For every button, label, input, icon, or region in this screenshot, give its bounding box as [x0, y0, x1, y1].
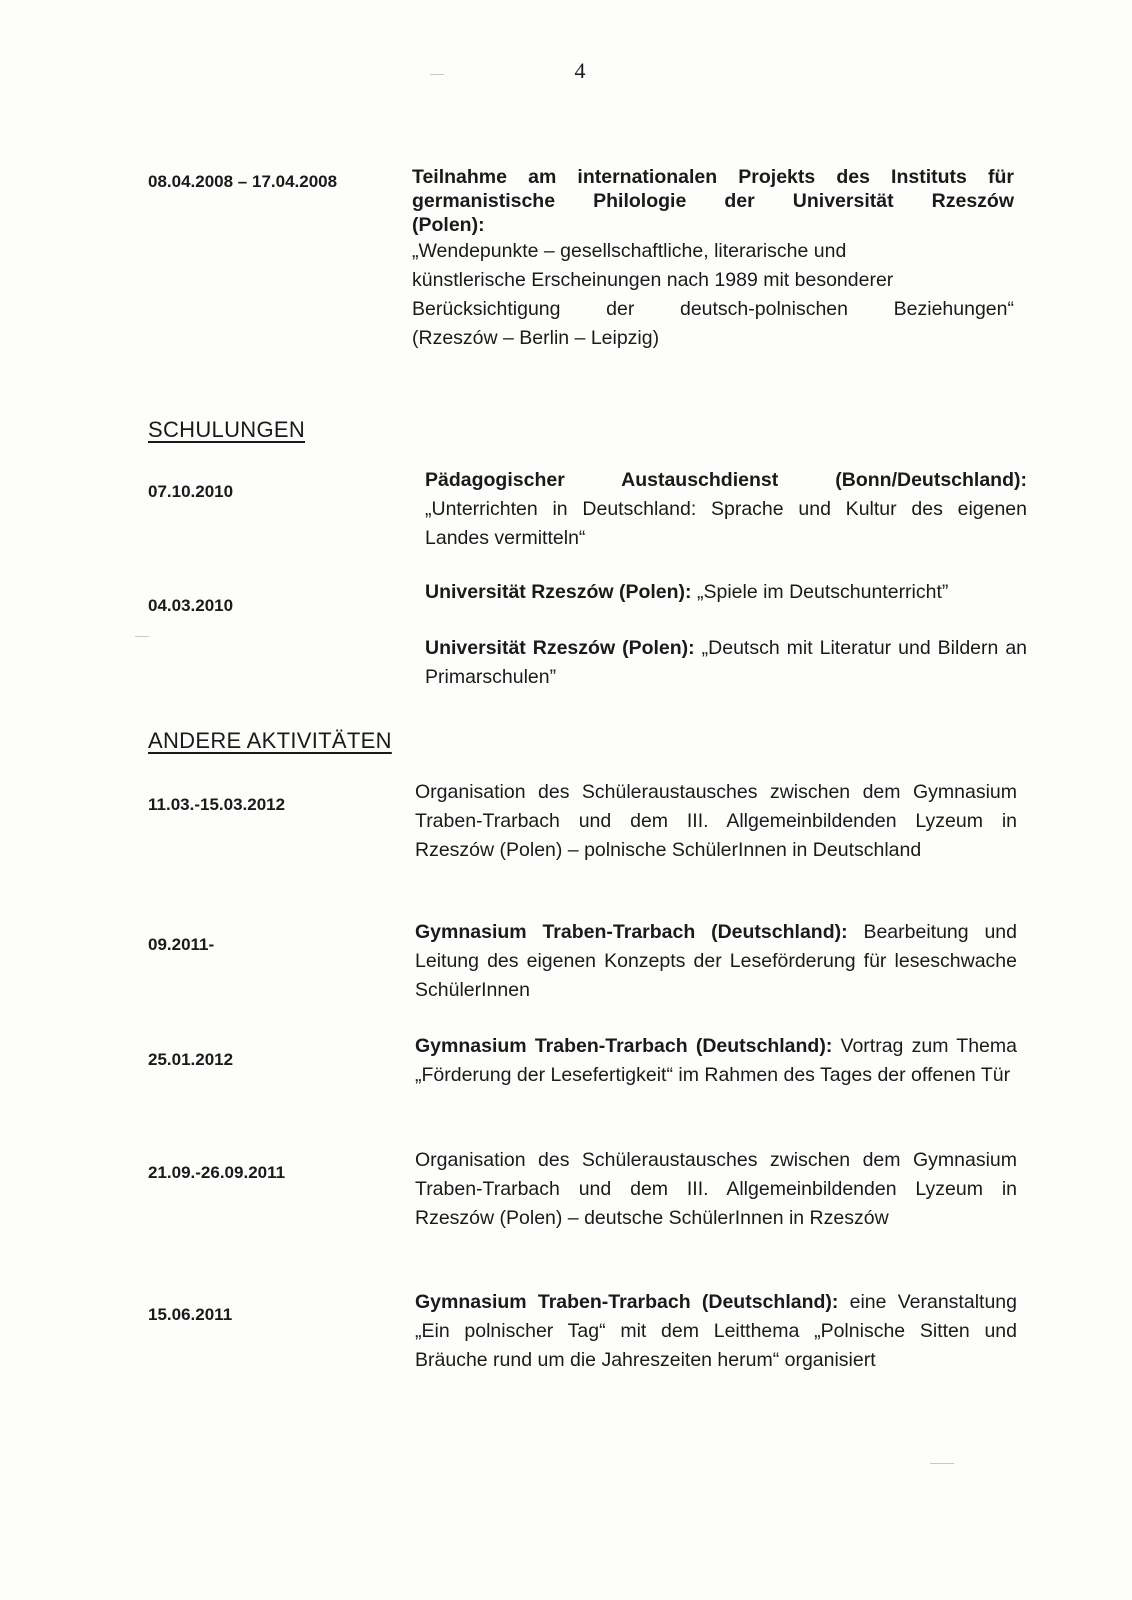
- project-desc-line-2: künstlerische Erscheinungen nach 1989 mit besonderer: [412, 269, 894, 291]
- schulung-org: Pädagogischer Austauschdienst (Bonn/Deutschland):: [425, 469, 1027, 491]
- section-heading-schulungen: SCHULUNGEN: [148, 417, 306, 442]
- activity-entry: [415, 1146, 1017, 1233]
- activity-text: Organisation des Schüleraustausches zwischen dem Gymnasium Traben-Trarbach und dem III. Allgemeinbildenden Lyzeum in Rzeszów (Polen) – polnische SchülerInnen in Deutschland: [415, 781, 1017, 861]
- schulung-text: „Spiele im Deutschunterricht”: [696, 581, 949, 603]
- activity-text: Bearbeitung und Leitung des eigenen Konzepts der Leseförderung für leseschwache SchülerInnen: [415, 921, 1017, 1001]
- scan-speck: [135, 636, 149, 637]
- activity-date: 09.2011-: [148, 935, 215, 954]
- project-desc-line-3: Berücksichtigung der deutsch-polnischen Beziehungen“: [412, 298, 1014, 320]
- activity-date: 25.01.2012: [148, 1050, 234, 1069]
- activity-org: Gymnasium Traben-Trarbach (Deutschland):: [415, 1291, 839, 1313]
- scan-speck: [930, 1463, 954, 1464]
- project-title-line-2: germanistische Philologie der Universität Rzeszów: [412, 190, 1014, 212]
- schulung-entry: [425, 466, 1027, 553]
- schulung-org: Universität Rzeszów (Polen):: [425, 581, 692, 603]
- project-title-line-3: (Polen):: [412, 214, 485, 236]
- activity-date: 15.06.2011: [148, 1305, 233, 1324]
- project-desc-line-4: (Rzeszów – Berlin – Leipzig): [412, 327, 660, 349]
- project-desc-line-1: „Wendepunkte – gesellschaftliche, literarische und: [412, 240, 847, 262]
- schulung-date: 07.10.2010: [148, 482, 234, 501]
- activity-org: Gymnasium Traben-Trarbach (Deutschland):: [415, 1035, 833, 1057]
- project-date: 08.04.2008 – 17.04.2008: [148, 172, 338, 191]
- schulung-date: 04.03.2010: [148, 596, 234, 615]
- project-description: [412, 237, 1014, 353]
- scan-speck: [430, 74, 444, 75]
- activity-org: Gymnasium Traben-Trarbach (Deutschland):: [415, 921, 848, 943]
- activity-text: Organisation des Schüleraustausches zwischen dem Gymnasium Traben-Trarbach und dem III. Allgemeinbildenden Lyzeum in Rzeszów (Polen) – deutsche SchülerInnen in Rzeszów: [415, 1149, 1017, 1229]
- section-heading-andere-aktivitaeten: ANDERE AKTIVITÄTEN: [148, 728, 392, 753]
- activity-date: 21.09.-26.09.2011: [148, 1163, 286, 1182]
- project-entry: [412, 165, 1014, 237]
- schulung-org: Universität Rzeszów (Polen):: [425, 637, 695, 659]
- activity-text: eine Veranstaltung „Ein polnischer Tag“ mit dem Leitthema „Polnische Sitten und Bräuche rund um die Jahreszeiten herum“ organisiert: [415, 1291, 1017, 1371]
- activity-entry: [415, 1032, 1017, 1090]
- activity-entry: [415, 1288, 1017, 1375]
- schulung-entry: [425, 578, 1027, 607]
- schulung-entry: [425, 634, 1027, 692]
- page-number: 4: [574, 58, 586, 83]
- activity-entry: [415, 918, 1017, 1005]
- schulung-text: „Deutsch mit Literatur und Bildern an Primarschulen”: [425, 637, 1028, 688]
- project-title-line-1: Teilnahme am internationalen Projekts des Instituts für: [412, 166, 1014, 188]
- activity-text: Vortrag zum Thema „Förderung der Lesefertigkeit“ im Rahmen des Tages der offenen Tür: [415, 1035, 1017, 1086]
- schulung-text: „Unterrichten in Deutschland: Sprache und Kultur des eigenen Landes vermitteln“: [425, 498, 1027, 549]
- activity-date: 11.03.-15.03.2012: [148, 795, 286, 814]
- activity-entry: [415, 778, 1017, 865]
